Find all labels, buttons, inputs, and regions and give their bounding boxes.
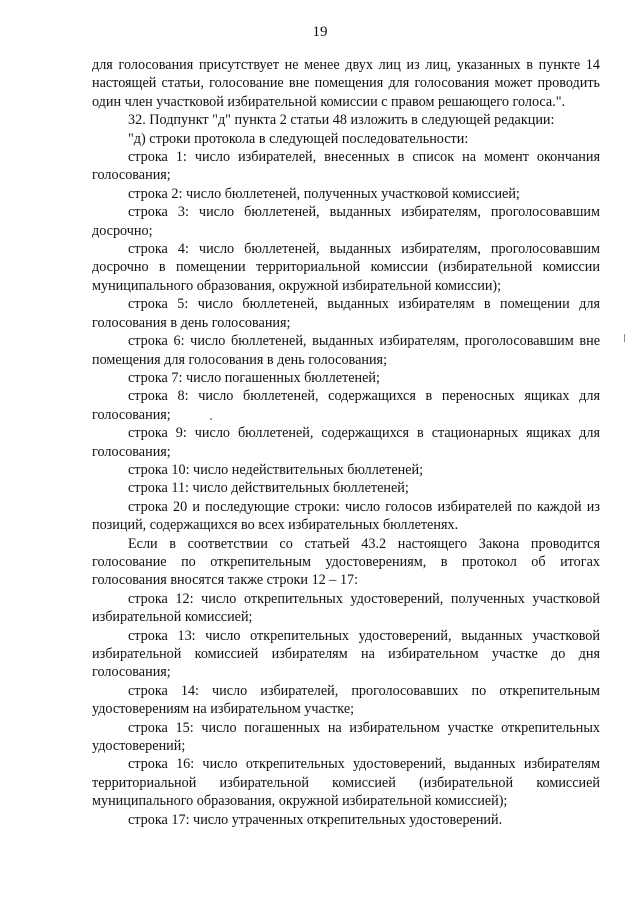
paragraph-line-14: строка 14: число избирателей, проголосовавших по открепительным удостоверениям на избирательном участке; — [92, 682, 600, 718]
paragraph-item-32: 32. Подпункт "д" пункта 2 статьи 48 изложить в следующей редакции: — [128, 112, 555, 129]
paragraph-line-3: строка 3: число бюллетеней, выданных избирателям, проголосовавшим досрочно; — [92, 204, 600, 239]
paragraph-line-8: строка 8: число бюллетеней, содержащихся в переносных ящиках для голосования; — [92, 388, 600, 423]
paragraph-line-12: строка 12: число открепительных удостоверений, полученных участковой избирательной комиссией; — [92, 590, 600, 626]
paragraph-line-9: строка 9: число бюллетеней, содержащихся в стационарных ящиках для голосования; — [92, 425, 600, 460]
paragraph-line-6: строка 6: число бюллетеней, выданных избирателям, проголосовавшим вне помещения для голосования в день голосования; — [92, 333, 600, 368]
paragraph-line-11: строка 11: число действительных бюллетеней; — [128, 480, 409, 497]
paragraph-line-17: строка 17: число утраченных открепительных удостоверений. — [128, 811, 503, 828]
paragraph-line-10: строка 10: число недействительных бюллетеней; — [128, 461, 424, 478]
paragraph-line-20: строка 20 и последующие строки: число голосов избирателей по каждой из позиций, содержащихся во всех избирательных бюллетенях. — [92, 498, 600, 534]
paragraph-line-2: строка 2: число бюллетеней, полученных участковой комиссией; — [128, 185, 520, 202]
page-number: 19 — [312, 24, 328, 40]
paragraph-subitem-d: "д) строки протокола в следующей последовательности: — [128, 130, 469, 147]
paragraph-line-15: строка 15: число погашенных на избирательном участке открепительных удостоверений; — [92, 719, 600, 755]
paragraph-continuation: для голосования присутствует не менее двух лиц из лиц, указанных в пункте 14 настоящей статьи, голосование вне помещения для голосования может проводить один член участковой избирательной комиссии с правом решающего голоса.". — [92, 57, 600, 110]
paragraph-line-1: строка 1: число избирателей, внесенных в список на момент окончания голосования; — [92, 149, 600, 184]
paragraph-line-13: строка 13: число открепительных удостоверений, выданных участковой избирательной комиссией избирателям на избирательном участке до дня голосования; — [92, 627, 600, 681]
document-body — [92, 56, 600, 829]
paragraph-line-5: строка 5: число бюллетеней, выданных избирателям в помещении для голосования в день голосования; — [92, 296, 600, 331]
paragraph-line-7: строка 7: число погашенных бюллетеней; — [128, 369, 380, 386]
paragraph-line-4: строка 4: число бюллетеней, выданных избирателям, проголосовавшим досрочно в помещении территориальной комиссии (избирательной комиссии муниципального образования, окружной избирательной комиссии); — [92, 241, 600, 294]
scan-speck — [210, 418, 212, 420]
scan-margin-mark — [624, 334, 625, 342]
paragraph-absentee-intro: Если в соответствии со статьей 43.2 настоящего Закона проводится голосование по открепительным удостоверениям, в протокол об итогах голосования вносятся также строки 12 – 17: — [92, 535, 600, 589]
paragraph-line-16: строка 16: число открепительных удостоверений, выданных избирателям территориальной избирательной комиссией (избирательной комиссией муниципального образования, окружной избирательной комиссией); — [92, 756, 600, 810]
